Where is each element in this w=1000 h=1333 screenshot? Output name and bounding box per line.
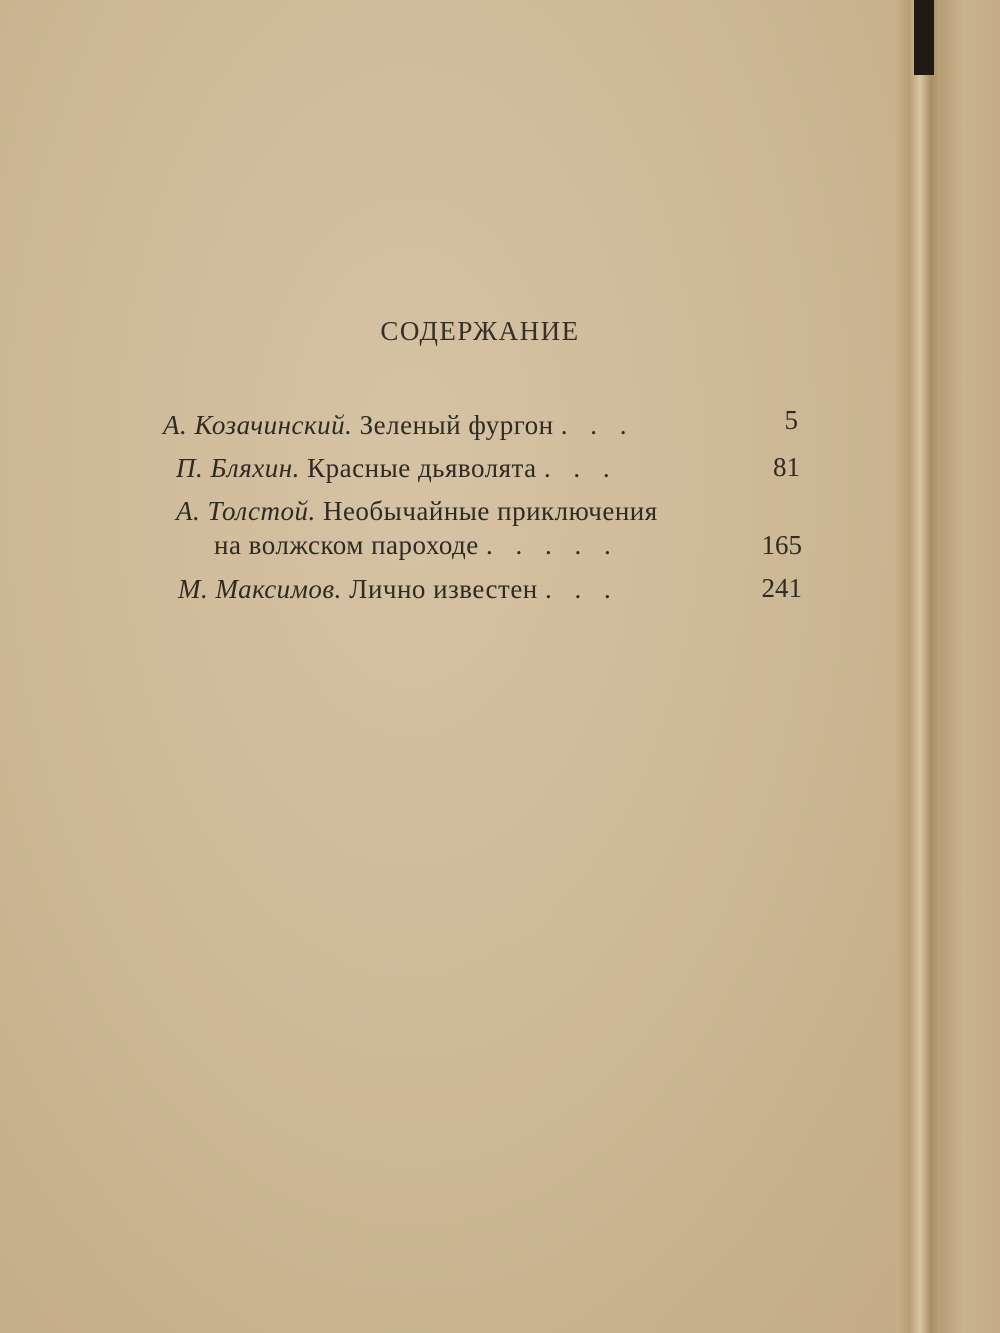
- toc-author: П. Бляхин.: [176, 453, 300, 483]
- toc-leader-dots: . . .: [545, 574, 619, 604]
- toc-leader-dots: . . .: [560, 410, 635, 440]
- toc-entry-3: [176, 496, 658, 527]
- toc-title-continuation: на волжском пароходе: [214, 530, 479, 560]
- toc-page-number: 165: [761, 530, 802, 560]
- toc-entry-1: [163, 410, 635, 441]
- toc-page-number: 241: [761, 573, 802, 603]
- toc-leader-dots: . . . . .: [486, 530, 619, 560]
- toc-entry-3-continuation: [214, 530, 619, 561]
- toc-author: А. Козачинский.: [163, 410, 353, 440]
- spine-gap: [914, 0, 934, 75]
- toc-author: М. Максимов.: [178, 574, 342, 604]
- toc-heading: СОДЕРЖАНИЕ: [380, 316, 580, 346]
- toc-title: Необычайные приключения: [322, 496, 658, 526]
- toc-leader-dots: . . .: [543, 453, 618, 483]
- toc-title: Красные дьяволята: [307, 453, 537, 483]
- toc-title: Зеленый фургон: [359, 410, 554, 440]
- toc-author: А. Толстой.: [176, 496, 316, 526]
- toc-entry-4: [178, 574, 619, 605]
- adjacent-page: [940, 0, 1000, 1333]
- toc-page-number: 5: [784, 405, 798, 435]
- toc-entry-2: [176, 453, 618, 484]
- toc-title: Лично известен: [349, 574, 538, 604]
- toc-page-number: 81: [773, 452, 800, 482]
- book-spine: [896, 0, 940, 1333]
